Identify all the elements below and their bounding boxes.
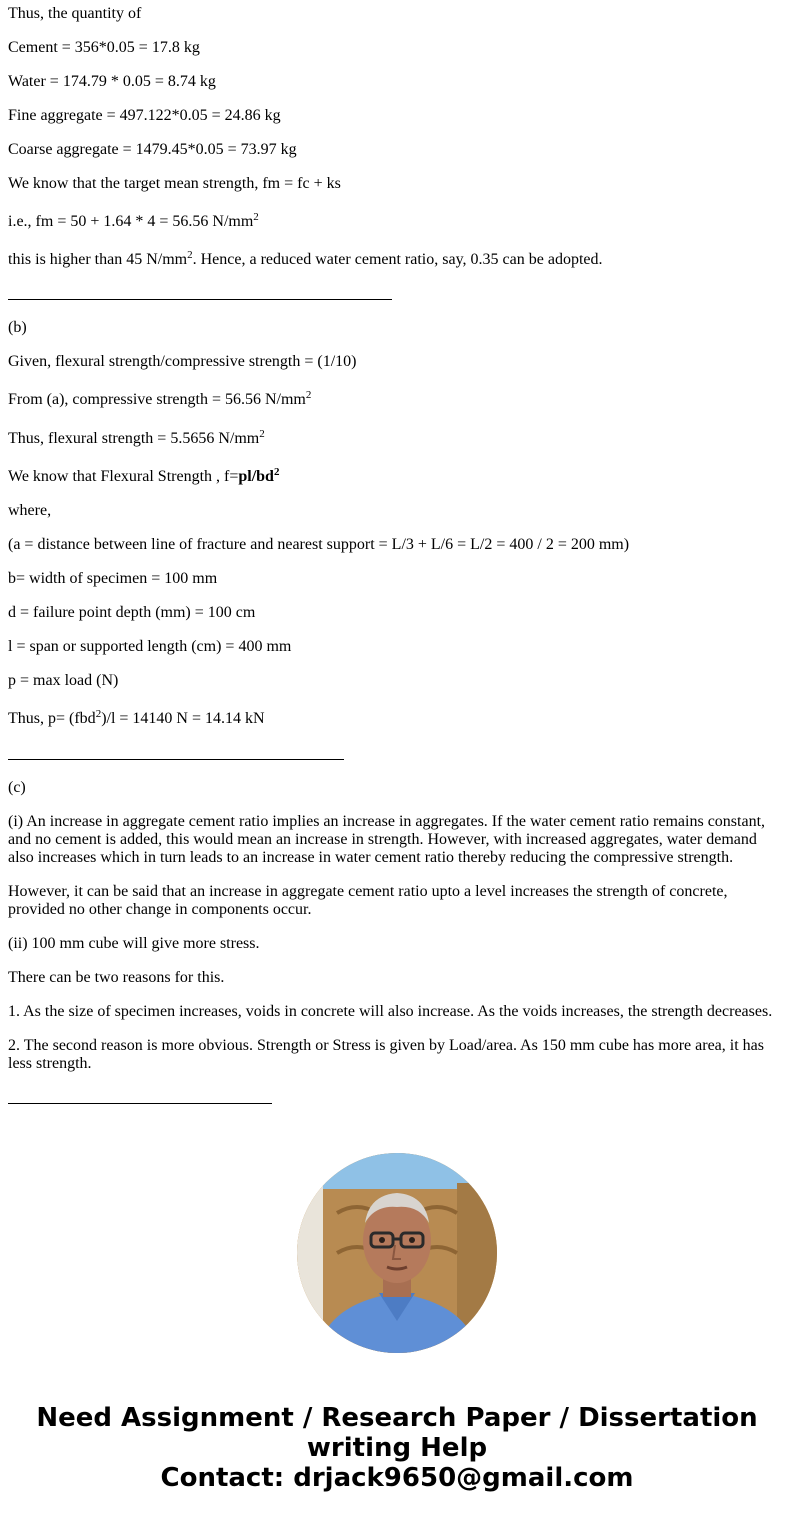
fm-calculation: i.e., fm = 50 + 1.64 * 4 = 56.56 $N/mm^2$ (8, 211, 259, 230)
coarse-aggregate-quantity: Coarse aggregate = 1479.45*0.05 = 73.97 kg (8, 141, 297, 158)
paragraph-cube-stress: (ii) 100 mm cube will give more stress. (8, 935, 260, 952)
fine-aggregate-quantity: Fine aggregate = 497.122*0.05 = 24.86 kg (8, 107, 281, 124)
ratio-given: Given, flexural strength/compressive strength = (1/10) (8, 353, 357, 370)
definition-a: (a = distance between line of fracture and nearest support = L/3 + L/6 = L/2 = 400 / 2 = 200 mm) (8, 536, 630, 553)
banner-line-1: Need Assignment / Research Paper / Dissertation (36, 1403, 758, 1433)
section-divider (8, 759, 344, 760)
section-divider (8, 299, 392, 300)
definition-b: b= width of specimen = 100 mm (8, 570, 218, 587)
section-c-label: (c) (8, 779, 26, 796)
section-b-label: (b) (8, 319, 27, 336)
flexural-formula: We know that Flexural Strength , $f=pl/bd^2$ (8, 466, 280, 485)
definition-l: l = span or supported length (cm) = 400 mm (8, 638, 292, 655)
reason-one: 1. As the size of specimen increases, voids in concrete will also increase. As the voids increases, the strength decreases. (8, 1003, 773, 1020)
portrait-illustration (297, 1153, 497, 1353)
water-quantity: Water = 174.79 * 0.05 = 8.74 kg (8, 73, 216, 90)
quantity-intro: Thus, the quantity of (8, 5, 142, 22)
reason-two: 2. The second reason is more obvious. Strength or Stress is given by Load/area. As 150 mm cube has more area, it has less strength. (8, 1037, 764, 1072)
contact-banner (0, 1403, 794, 1493)
definition-p: p = max load (N) (8, 672, 119, 689)
compressive-strength: From (a), compressive strength = 56.56 $N/mm^2$ (8, 389, 312, 408)
target-mean-strength: We know that the target mean strength, fm = fc + ks (8, 175, 341, 192)
cement-quantity: Cement = 356*0.05 = 17.8 kg (8, 39, 200, 56)
paragraph-strength-level: However, it can be said that an increase in aggregate cement ratio upto a level increases the strength of concrete, provided no other change in components occur. (8, 883, 728, 918)
flexural-strength: Thus, flexural strength = 5.5656 $N/mm^2$ (8, 428, 265, 447)
banner-line-2: writing Help (306, 1433, 488, 1463)
load-result: Thus, p= (fbd$^2$)/l = 14140 N = 14.14 kN (8, 708, 265, 727)
where-label: where, (8, 502, 52, 519)
paragraph-two-reasons: There can be two reasons for this. (8, 969, 225, 986)
definition-d: d = failure point depth (mm) = 100 cm (8, 604, 256, 621)
paragraph-aggregate-ratio: (i) An increase in aggregate cement ratio implies an increase in aggregates. If the water cement ratio remains constant, and no cement is added, this would mean an increase in strength. However, with increased aggregates, water demand also increases which in turn leads to an increase in water cement ratio thereby reducing the compressive strength. (8, 813, 766, 866)
author-photo-avatar (297, 1153, 497, 1353)
higher-strength-note: this is higher than 45 $N/mm^2$. Hence, a reduced water cement ratio, say, 0.35 can be adopted. (8, 249, 603, 268)
contact-email: Contact: drjack9650@gmail.com (160, 1463, 634, 1493)
section-divider (8, 1103, 272, 1104)
